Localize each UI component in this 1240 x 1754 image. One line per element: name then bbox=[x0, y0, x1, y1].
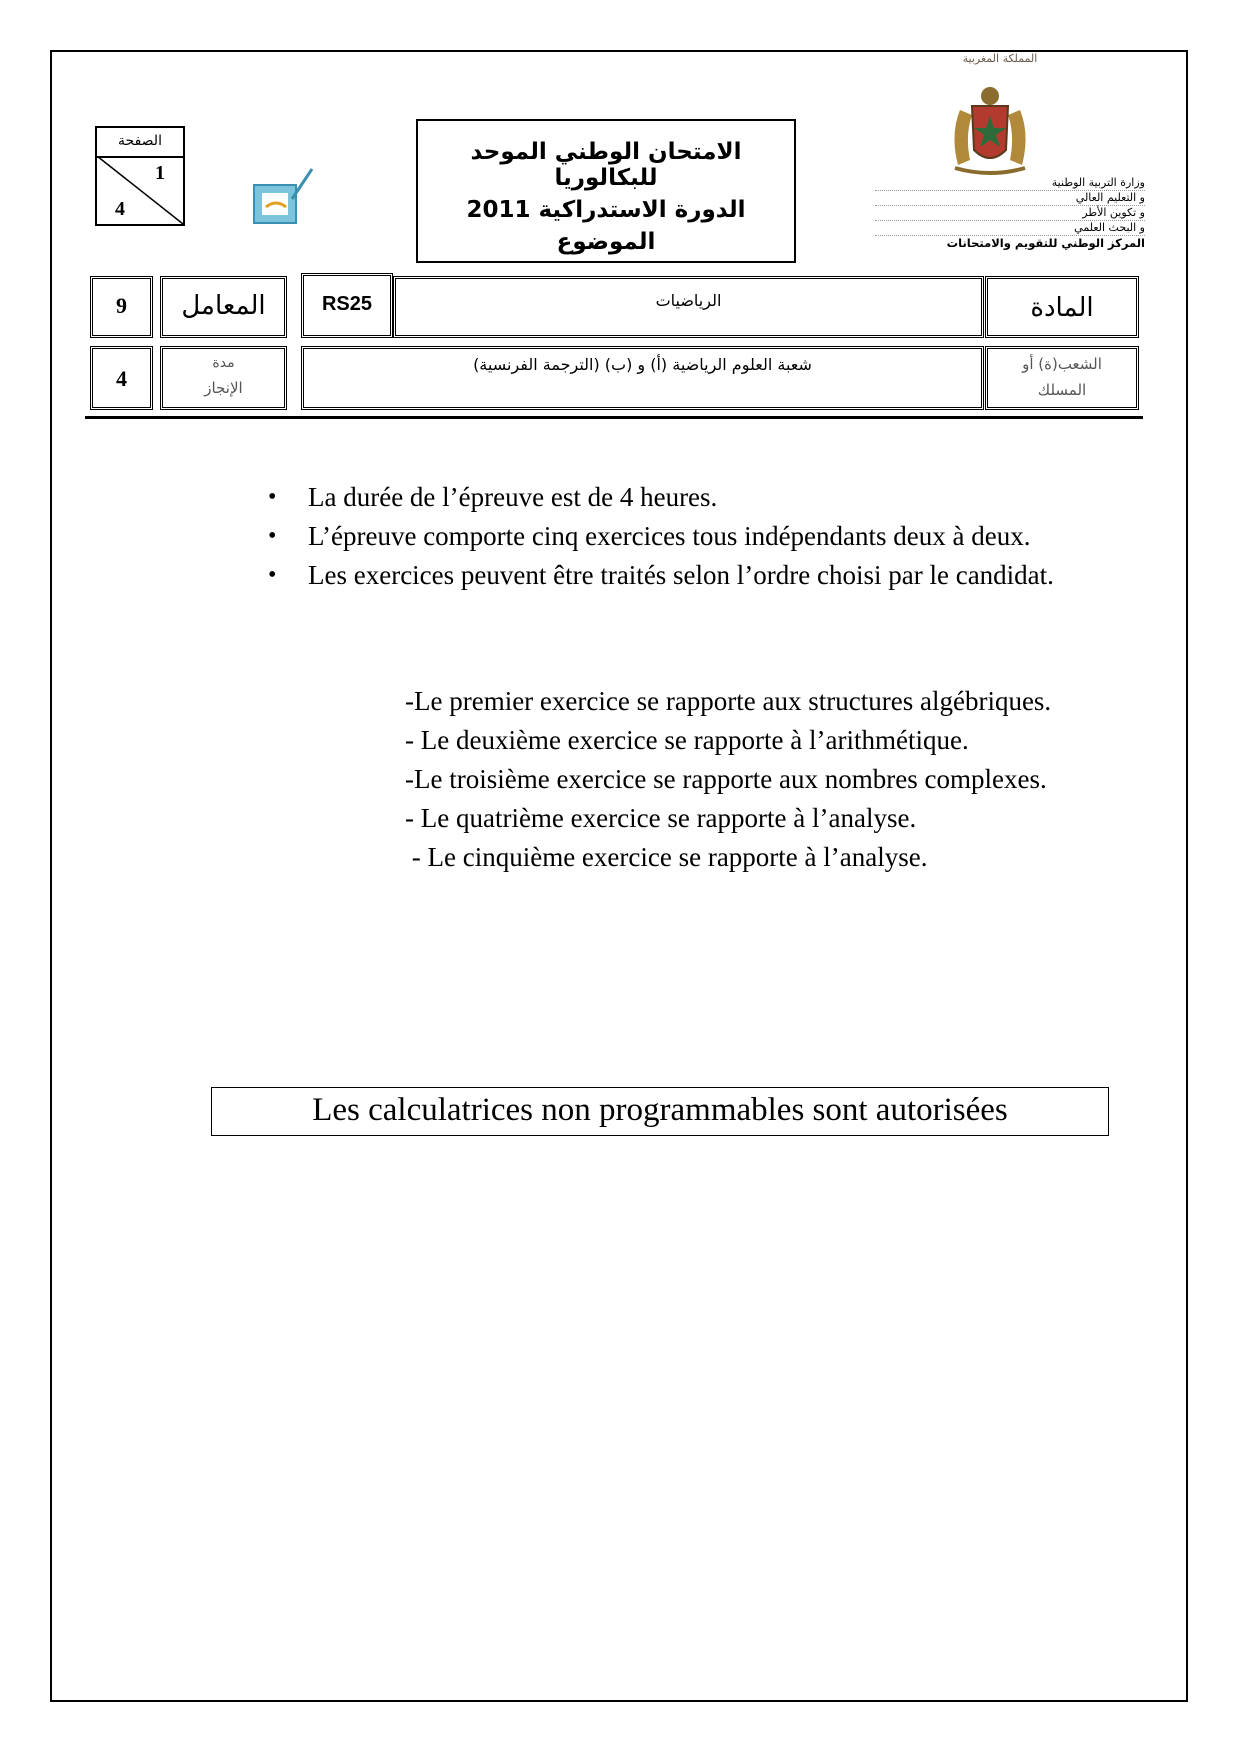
branch-value-cell bbox=[301, 346, 984, 410]
branch-label-line1: الشعب(ة) أو bbox=[1022, 355, 1102, 373]
royal-emblem-icon bbox=[930, 80, 1050, 180]
exercise-item: - Le quatrième exercice se rapporte à l’analyse. bbox=[405, 803, 917, 833]
exercise-item: -Le troisième exercice se rapporte aux nombres complexes. bbox=[405, 764, 1047, 794]
page-total: 4 bbox=[115, 198, 125, 220]
duration-label-line2: الإنجاز bbox=[204, 379, 243, 397]
subject-value-cell bbox=[393, 276, 984, 338]
coefficient-value: 9 bbox=[116, 293, 127, 318]
subject-label: المادة bbox=[1030, 293, 1094, 323]
page-current: 1 bbox=[155, 162, 165, 184]
exam-title: الامتحان الوطني الموحد للبكالوريا bbox=[470, 139, 742, 191]
ministry-line: وزارة التربية الوطنية bbox=[875, 176, 1145, 191]
exam-subject-label: الموضوع bbox=[556, 229, 656, 255]
instruction-item: • La durée de l’épreuve est de 4 heures. bbox=[268, 480, 1138, 515]
exercise-item: -Le premier exercice se rapporte aux structures algébriques. bbox=[405, 686, 1052, 716]
instruction-item: • L’épreuve comporte cinq exercices tous indépendants deux à deux. bbox=[268, 519, 1138, 554]
exercise-item: - Le deuxième exercice se rapporte à l’arithmétique. bbox=[405, 725, 969, 755]
ministry-line: و البحث العلمي bbox=[875, 221, 1145, 236]
page-divider-line bbox=[97, 156, 183, 224]
evaluation-center: المركز الوطني للتقويم والامتحانات bbox=[946, 236, 1145, 250]
instructions-list bbox=[268, 480, 1138, 597]
coefficient-label: المعامل bbox=[181, 291, 266, 321]
duration-value: 4 bbox=[116, 366, 127, 391]
subject-code-cell bbox=[301, 273, 393, 338]
duration-label-line1: مدة bbox=[212, 355, 235, 371]
kingdom-label: المملكة المغربية bbox=[962, 52, 1038, 65]
ministry-block bbox=[875, 176, 1145, 250]
header-divider bbox=[85, 416, 1143, 419]
subject-code: RS25 bbox=[321, 293, 373, 315]
ministry-line: و تكوين الأطر bbox=[875, 206, 1145, 221]
subject-label-cell bbox=[985, 276, 1139, 338]
coefficient-value-cell bbox=[90, 276, 153, 338]
branch-label-cell bbox=[985, 346, 1139, 410]
page-label: الصفحة bbox=[97, 128, 183, 158]
calculator-note: Les calculatrices non programmables sont autorisées bbox=[211, 1087, 1109, 1136]
ministry-line: و التعليم العالي bbox=[875, 191, 1145, 206]
exercise-item: - Le cinquième exercice se rapporte à l’analyse. bbox=[405, 842, 928, 872]
exam-title-box bbox=[416, 119, 796, 263]
duration-value-cell bbox=[90, 346, 153, 410]
branch-value: شعبة العلوم الرياضية (أ) و (ب) (الترجمة الفرنسية) bbox=[473, 355, 812, 374]
subject-value: الرياضيات bbox=[655, 291, 722, 310]
branch-label-line2: المسلك bbox=[1037, 381, 1087, 399]
center-logo-icon bbox=[250, 163, 320, 228]
exercise-list bbox=[405, 684, 1135, 879]
coefficient-label-cell bbox=[160, 276, 287, 338]
duration-label-cell bbox=[160, 346, 287, 410]
page-number-box bbox=[95, 126, 185, 226]
instruction-item: • Les exercices peuvent être traités selon l’ordre choisi par le candidat. bbox=[268, 558, 1138, 593]
exam-session: الدورة الاستدراكية 2011 bbox=[466, 197, 746, 223]
